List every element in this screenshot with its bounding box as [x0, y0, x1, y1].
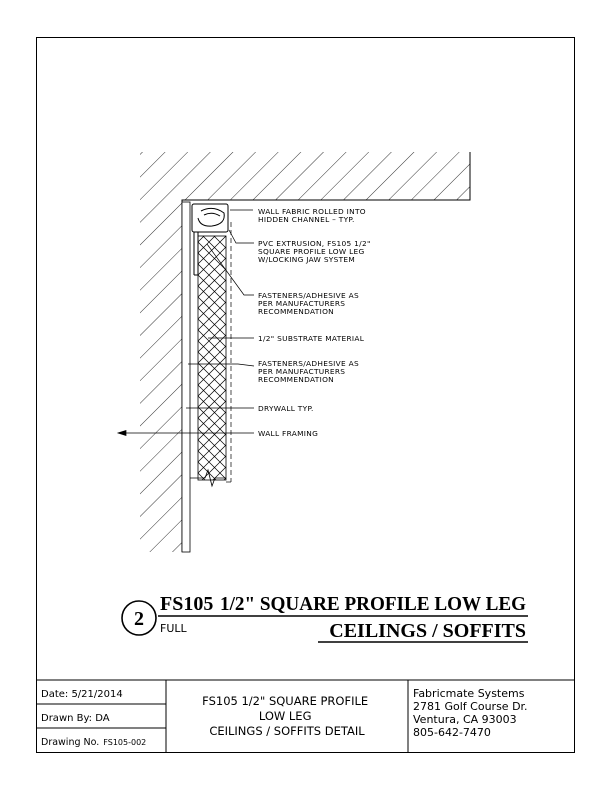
title-block-drawn-by: Drawn By: DA	[41, 713, 110, 724]
detail-title-line1: 1/2" SQUARE PROFILE LOW LEG	[220, 593, 527, 615]
ceiling-framing	[140, 152, 470, 200]
note-fasteners-2: FASTENERS/ADHESIVE AS PER MANUFACTURERS RECOMMENDATION	[258, 359, 359, 384]
detail-title-line2: CEILINGS / SOFFITS	[329, 620, 526, 642]
title-block-description: FS105 1/2" SQUARE PROFILE LOW LEG CEILINGS / SOFFITS DETAIL	[202, 694, 369, 738]
drywall	[182, 202, 190, 552]
detail-code: FS105	[160, 593, 214, 615]
detail-scale: FULL	[160, 622, 187, 635]
annotation-notes	[258, 207, 371, 438]
title-block-date: Date: 5/21/2014	[41, 689, 123, 700]
note-fasteners-1: FASTENERS/ADHESIVE AS PER MANUFACTURERS RECOMMENDATION	[258, 291, 359, 316]
note-wall-fabric: WALL FABRIC ROLLED INTO HIDDEN CHANNEL – TYP.	[258, 207, 366, 224]
substrate-material	[198, 236, 226, 480]
note-pvc-extrusion: PVC EXTRUSION, FS105 1/2" SQUARE PROFILE LOW LEG W/LOCKING JAW SYSTEM	[258, 239, 371, 264]
note-drywall: DRYWALL TYP.	[258, 404, 314, 413]
title-block-drawing-no: Drawing No. FS105-002	[41, 737, 147, 748]
note-wall-framing: WALL FRAMING	[258, 429, 319, 438]
detail-number: 2	[134, 608, 144, 630]
note-substrate: 1/2" SUBSTRATE MATERIAL	[258, 334, 365, 343]
detail-title	[122, 593, 528, 642]
wall-framing	[140, 200, 182, 552]
title-block-company: Fabricmate Systems 2781 Golf Course Dr. Ventura, CA 93003 805-642-7470	[413, 687, 528, 739]
